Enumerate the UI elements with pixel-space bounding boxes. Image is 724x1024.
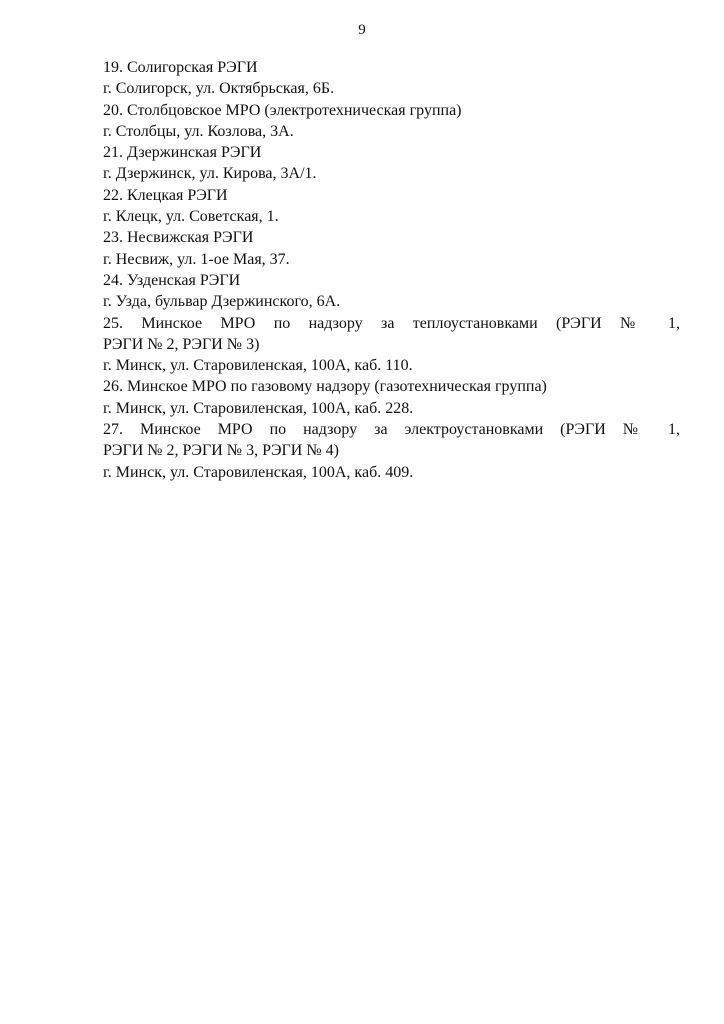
entry-24-address: г. Узда, бульвар Дзержинского, 6А. (103, 293, 341, 311)
entry-20-title: 20. Столбцовское МРО (электротехническая группа) (103, 101, 462, 119)
entry-19-address: г. Солигорск, ул. Октябрьская, 6Б. (103, 80, 335, 98)
entry-24-title: 24. Узденская РЭГИ (103, 271, 241, 289)
entry-26-address: г. Минск, ул. Старовиленская, 100А, каб. 228. (103, 399, 414, 417)
entry-25-title-line1: 25. Минское МРО по надзору за теплоустановками (РЭГИ № 1, (103, 314, 680, 332)
entry-27-title-line2: РЭГИ № 2, РЭГИ № 3, РЭГИ № 4) (103, 442, 339, 460)
entry-21-title: 21. Дзержинская РЭГИ (103, 144, 262, 162)
entry-27-address: г. Минск, ул. Старовиленская, 100А, каб. 409. (103, 463, 414, 481)
entry-20-address: г. Столбцы, ул. Козлова, 3А. (103, 122, 294, 140)
entry-26-title: 26. Минское МРО по газовому надзору (газотехническая группа) (103, 378, 547, 396)
entry-23-address: г. Несвиж, ул. 1-ое Мая, 37. (103, 250, 290, 268)
entry-25-address: г. Минск, ул. Старовиленская, 100А, каб. 110. (103, 357, 413, 375)
page-number: 9 (358, 22, 366, 38)
entry-21-address: г. Дзержинск, ул. Кирова, 3А/1. (103, 165, 317, 183)
entry-23-title: 23. Несвижская РЭГИ (103, 229, 254, 247)
entry-22-address: г. Клецк, ул. Советская, 1. (103, 208, 279, 226)
document-body (103, 57, 680, 483)
entry-22-title: 22. Клецкая РЭГИ (103, 186, 228, 204)
entry-27-title-line1: 27. Минское МРО по надзору за электроустановками (РЭГИ № 1, (103, 421, 680, 439)
entry-25-title-line2: РЭГИ № 2, РЭГИ № 3) (103, 335, 260, 353)
entry-19-title: 19. Солигорская РЭГИ (103, 59, 258, 76)
